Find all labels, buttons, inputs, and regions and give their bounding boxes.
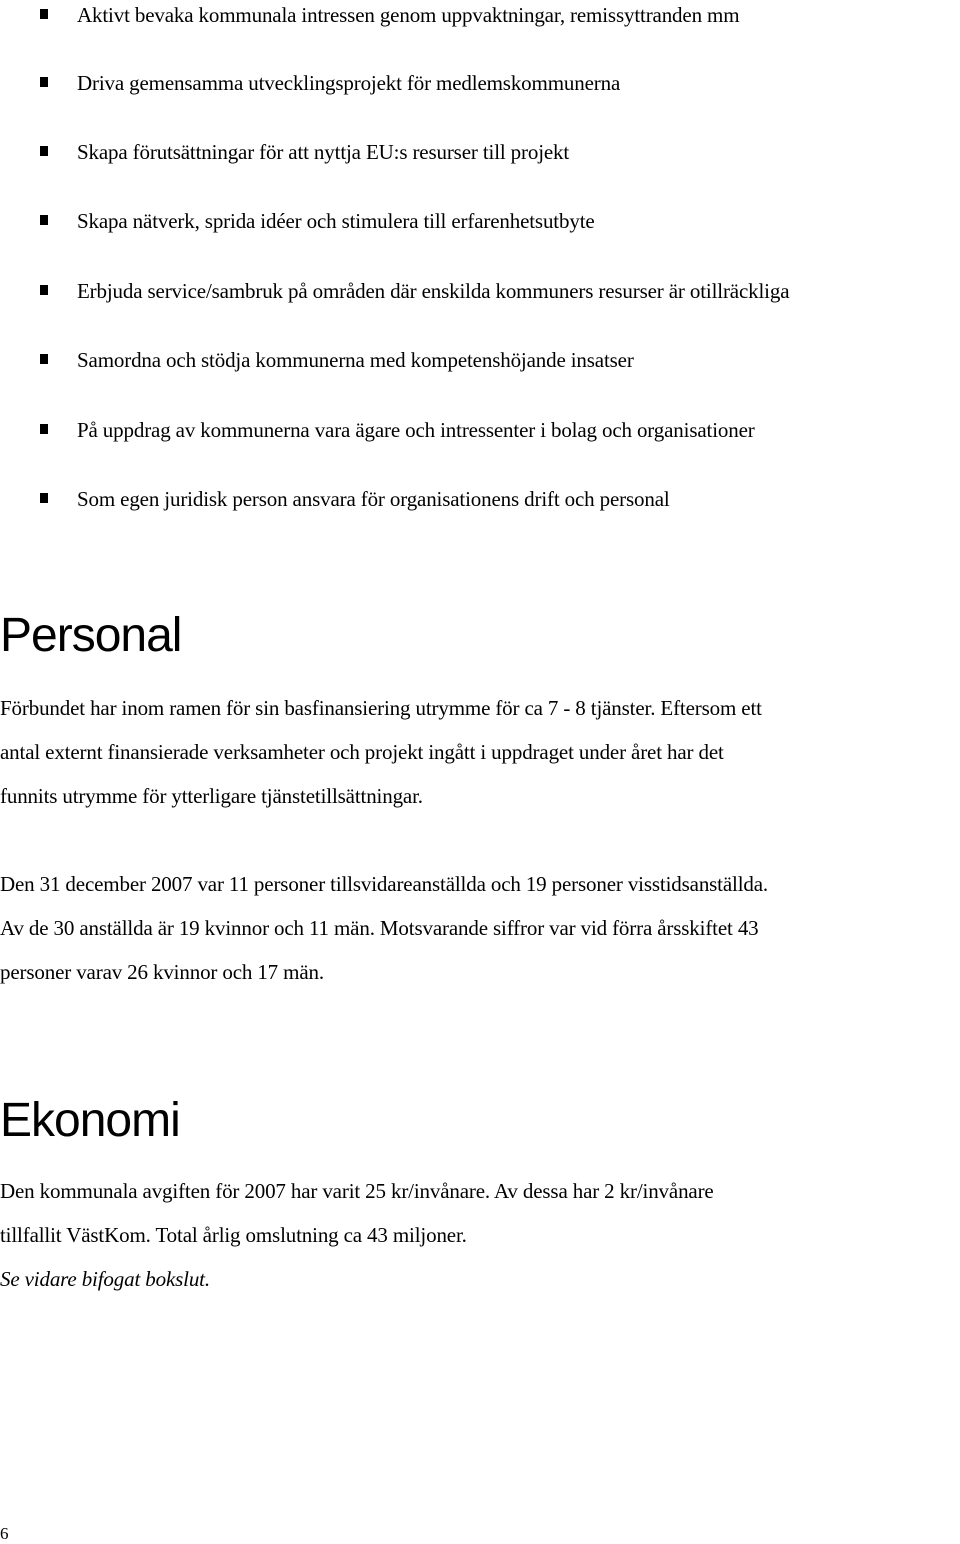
list-item-text: Aktivt bevaka kommunala intressen genom uppvaktningar, remissyttranden mm [77,3,740,27]
section-heading-ekonomi: Ekonomi [0,1094,180,1147]
list-item-text: Samordna och stödja kommunerna med kompetenshöjande insatser [77,348,634,372]
section-heading-personal: Personal [0,609,182,662]
paragraph-line: funnits utrymme för ytterligare tjänstetillsättningar. [0,784,423,808]
square-bullet-icon [40,424,48,434]
personal-paragraph-budget [0,686,960,818]
square-bullet-icon [40,493,48,503]
paragraph-line: Den 31 december 2007 var 11 personer tillsvidareanställda och 19 personer visstidsanställda. [0,872,769,896]
list-item-text: Driva gemensamma utvecklingsprojekt för medlemskommunerna [77,71,621,95]
paragraph-line: personer varav 26 kvinnor och 17 män. [0,960,324,984]
list-item-text: Erbjuda service/sambruk på områden där enskilda kommuners resurser är otillräckliga [77,279,790,303]
square-bullet-icon [40,9,48,19]
page-number: 6 [0,1524,9,1543]
ekonomi-paragraph [0,1169,960,1301]
paragraph-line: Den kommunala avgiften för 2007 har varit 25 kr/invånare. Av dessa har 2 kr/invånare [0,1179,714,1203]
paragraph-line: Förbundet har inom ramen för sin basfinansiering utrymme för ca 7 - 8 tjänster. Eftersom ett [0,696,762,720]
paragraph-line: Av de 30 anställda är 19 kvinnor och 11 män. Motsvarande siffror var vid förra årsskiftet 43 [0,916,759,940]
square-bullet-icon [40,285,48,295]
list-item-text: Som egen juridisk person ansvara för organisationens drift och personal [77,487,670,511]
list-item-text: Skapa nätverk, sprida idéer och stimulera till erfarenhetsutbyte [77,209,595,233]
square-bullet-icon [40,77,48,87]
paragraph-line: tillfallit VästKom. Total årlig omslutning ca 43 miljoner. [0,1223,467,1247]
square-bullet-icon [40,215,48,225]
square-bullet-icon [40,146,48,156]
personal-paragraph-staff [0,862,960,994]
list-item-text: Skapa förutsättningar för att nyttja EU:s resurser till projekt [77,140,570,164]
list-item-text: På uppdrag av kommunerna vara ägare och intressenter i bolag och organisationer [77,418,755,442]
paragraph-line: antal externt finansierade verksamheter och projekt ingått i uppdraget under året har det [0,740,724,764]
square-bullet-icon [40,354,48,364]
bokslut-note: Se vidare bifogat bokslut. [0,1267,210,1291]
